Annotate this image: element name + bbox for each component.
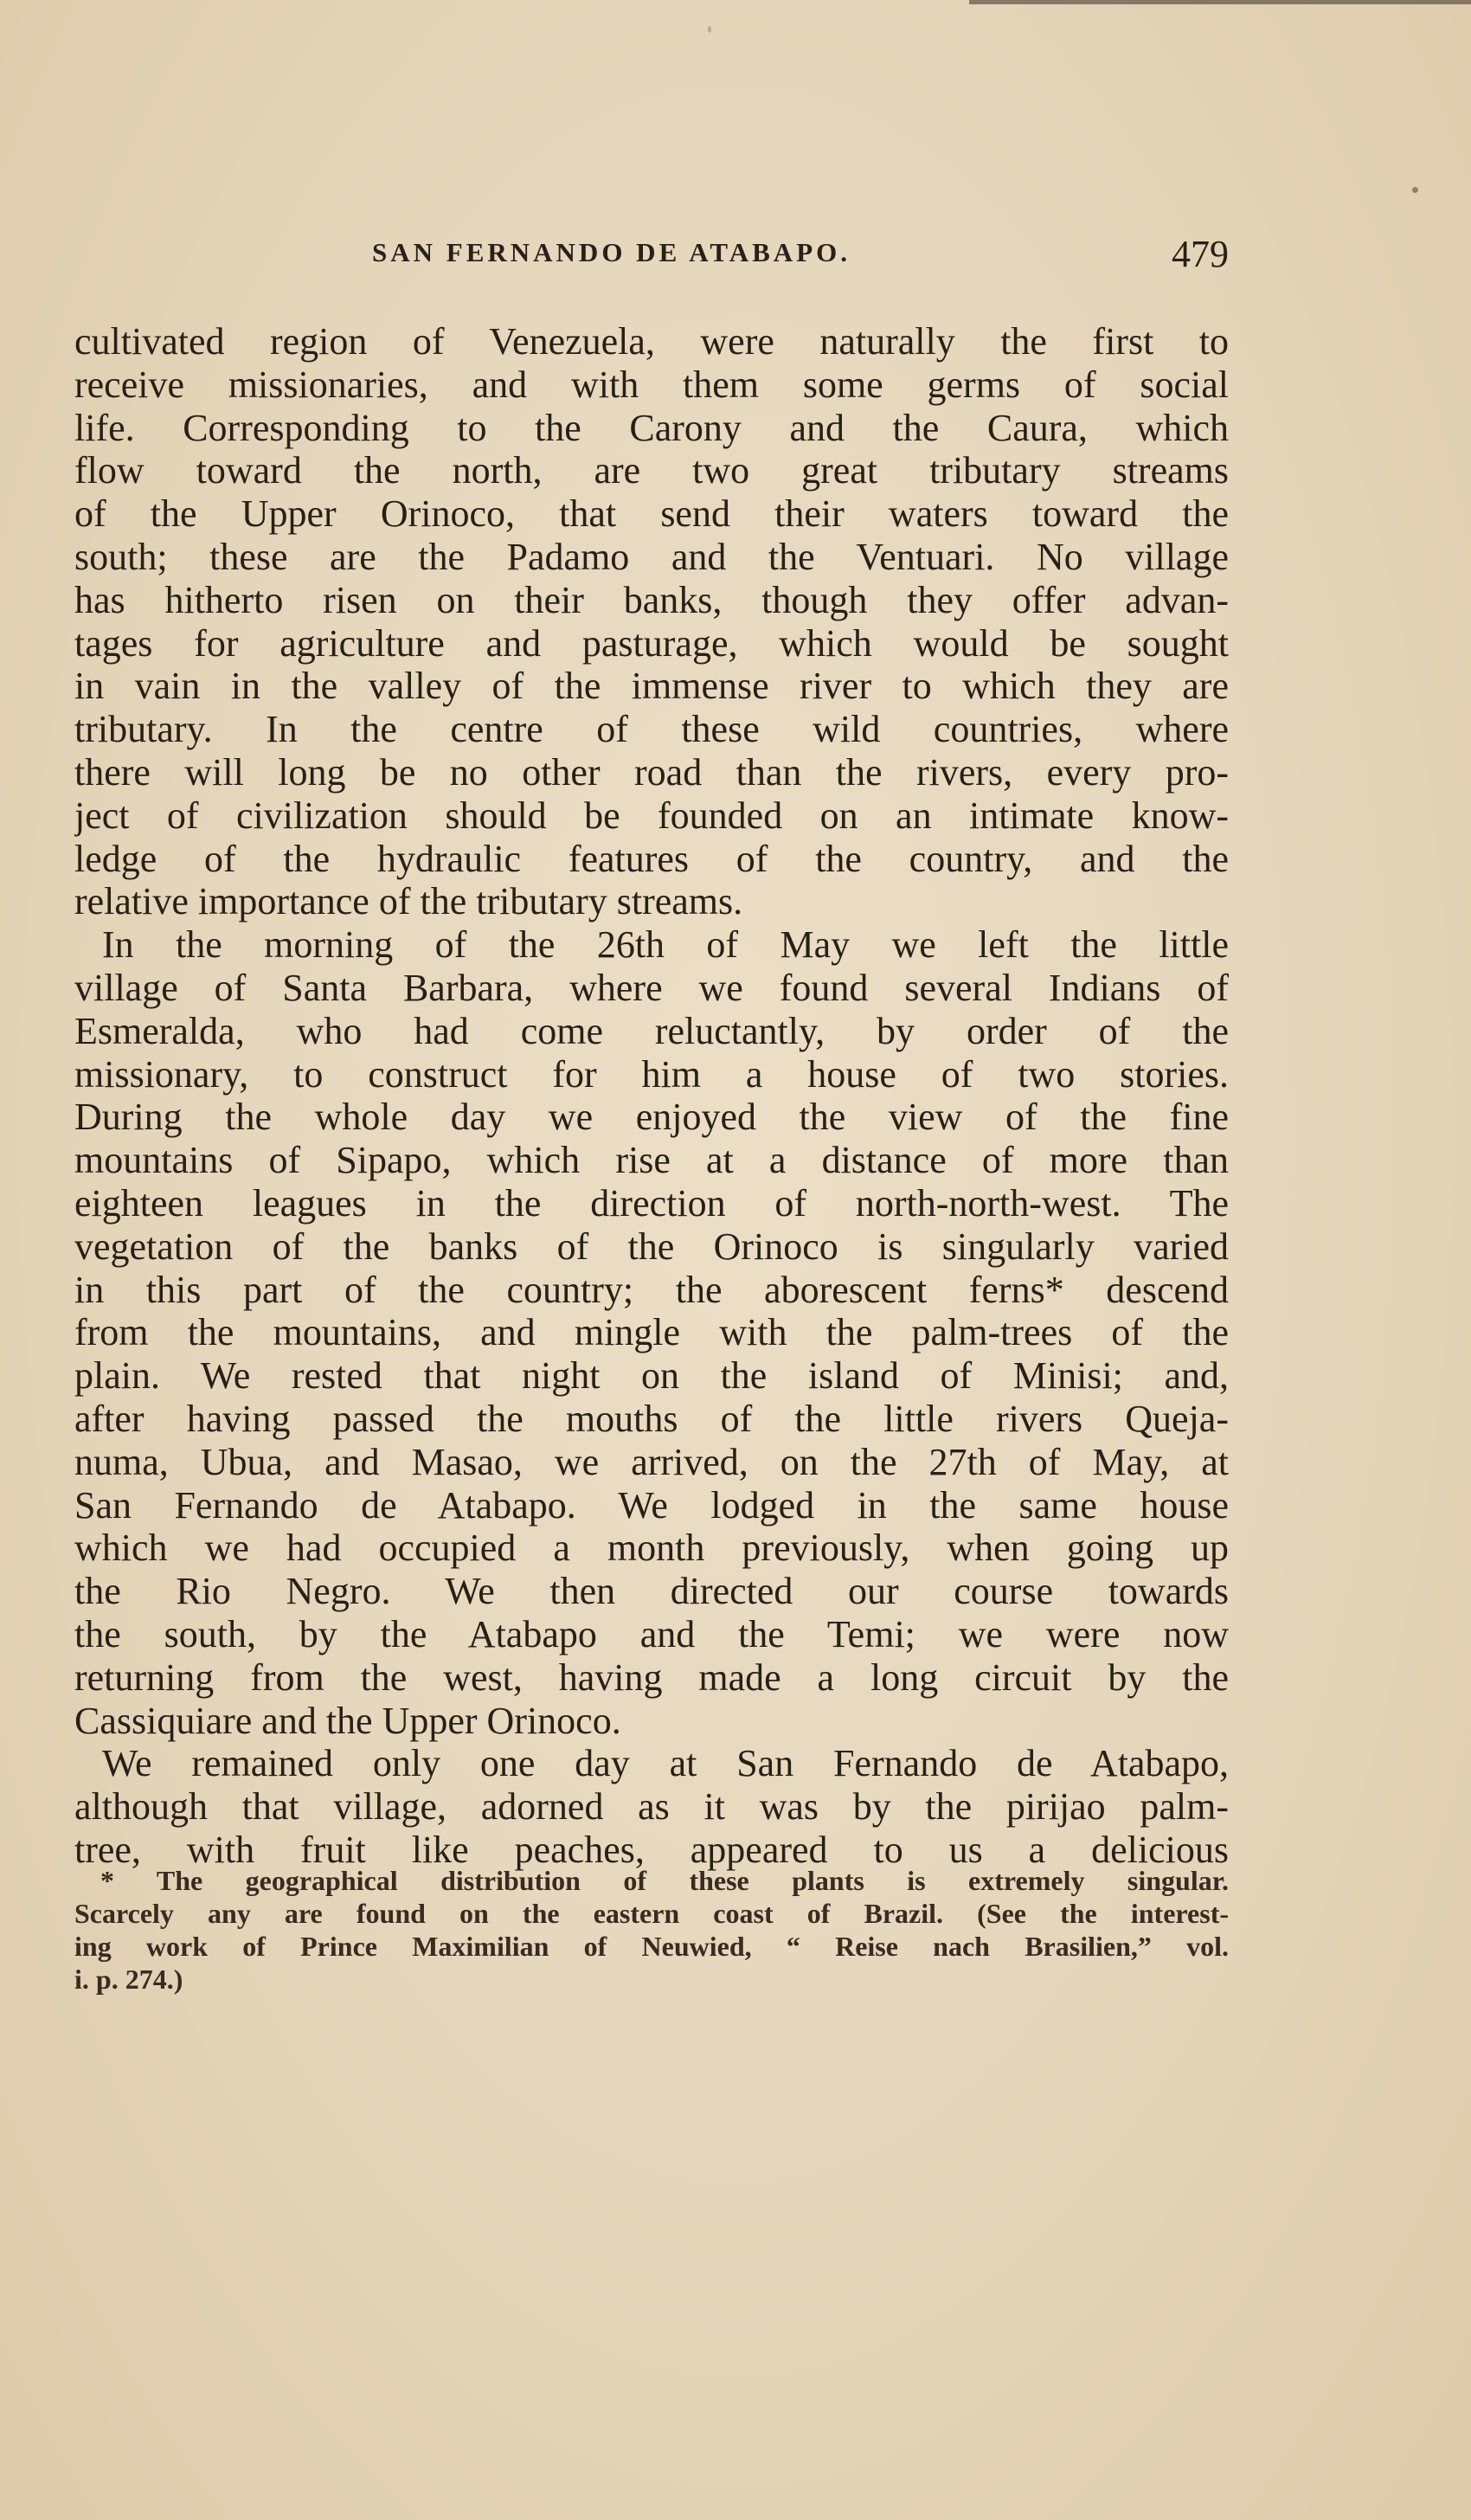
text-line: in vain in the valley of the immense river to which they are [74,665,1229,708]
footnote-line: ing work of Prince Maximilian of Neuwied, “ Reise nach Brasilien,” vol. [74,1931,1229,1962]
paper-speck [1412,187,1418,193]
text-line: mountains of Sipapo, which rise at a distance of more than [74,1139,1229,1182]
text-line: San Fernando de Atabapo. We lodged in the same house [74,1483,1229,1527]
text-line: receive missionaries, and with them some germs of social [74,363,1229,406]
text-line: tributary. In the centre of these wild countries, where [74,708,1229,751]
body-text [74,320,1229,1872]
text-line: tages for agriculture and pasturage, which would be sought [74,621,1229,665]
scan-edge-line [969,0,1471,4]
footnote [74,1864,1229,1996]
page-header [69,232,1229,284]
text-line: village of Santa Barbara, where we found several Indians of [74,966,1229,1009]
text-line: there will long be no other road than the rivers, every pro- [74,750,1229,794]
text-line: Esmeralda, who had come reluctantly, by order of the [74,1009,1229,1052]
text-line: During the whole day we enjoyed the view of the fine [74,1096,1229,1139]
page-number: 479 [1172,233,1229,275]
text-line: eighteen leagues in the direction of north-north-west. The [74,1181,1229,1225]
text-line: missionary, to construct for him a house of two stories. [74,1052,1229,1096]
text-line: after having passed the mouths of the little rivers Queja- [74,1397,1229,1440]
text-line: returning from the west, having made a long circuit by the [74,1655,1229,1699]
text-line: which we had occupied a month previously, when going up [74,1527,1229,1570]
footnote-line: * The geographical distribution of these plants is extremely singular. [100,1865,1229,1896]
footnote-line: i. p. 274.) [74,1964,183,1995]
text-line: tree, with fruit like peaches, appeared to us a delicious [74,1828,1229,1871]
text-line: Cassiquiare and the Upper Orinoco. [74,1699,621,1742]
text-line: plain. We rested that night on the island of Minisi; and, [74,1354,1229,1398]
text-line: numa, Ubua, and Masao, we arrived, on the 27th of May, at [74,1440,1229,1483]
text-line: ledge of the hydraulic features of the country, and the [74,837,1229,880]
text-line: the south, by the Atabapo and the Temi; we were now [74,1612,1229,1655]
paragraph-start-line: We remained only one day at San Fernando de Atabapo, [102,1742,1229,1785]
text-line: the Rio Negro. We then directed our course towards [74,1570,1229,1613]
paper-speck [708,26,711,33]
running-title: SAN FERNANDO DE ATABAPO. [372,237,851,267]
text-line: flow toward the north, are two great tributary streams [74,449,1229,492]
text-line: has hitherto risen on their banks, though they offer advan- [74,578,1229,621]
text-line: vegetation of the banks of the Orinoco is singularly varied [74,1225,1229,1268]
footnote-line: Scarcely any are found on the eastern coast of Brazil. (See the interest- [74,1898,1229,1929]
text-line: ject of civilization should be founded on an intimate know- [74,794,1229,837]
text-line: although that village, adorned as it was by the pirijao palm- [74,1785,1229,1829]
text-line: life. Corresponding to the Carony and the Caura, which [74,406,1229,449]
text-line: cultivated region of Venezuela, were naturally the first to [74,320,1229,363]
text-line: in this part of the country; the aborescent ferns* descend [74,1268,1229,1311]
paragraph-start-line: In the morning of the 26th of May we left the little [102,923,1229,967]
text-line: from the mountains, and mingle with the palm-trees of the [74,1311,1229,1354]
text-line: of the Upper Orinoco, that send their waters toward the [74,492,1229,536]
text-line: relative importance of the tributary streams. [74,880,743,923]
text-line: south; these are the Padamo and the Ventuari. No village [74,535,1229,578]
